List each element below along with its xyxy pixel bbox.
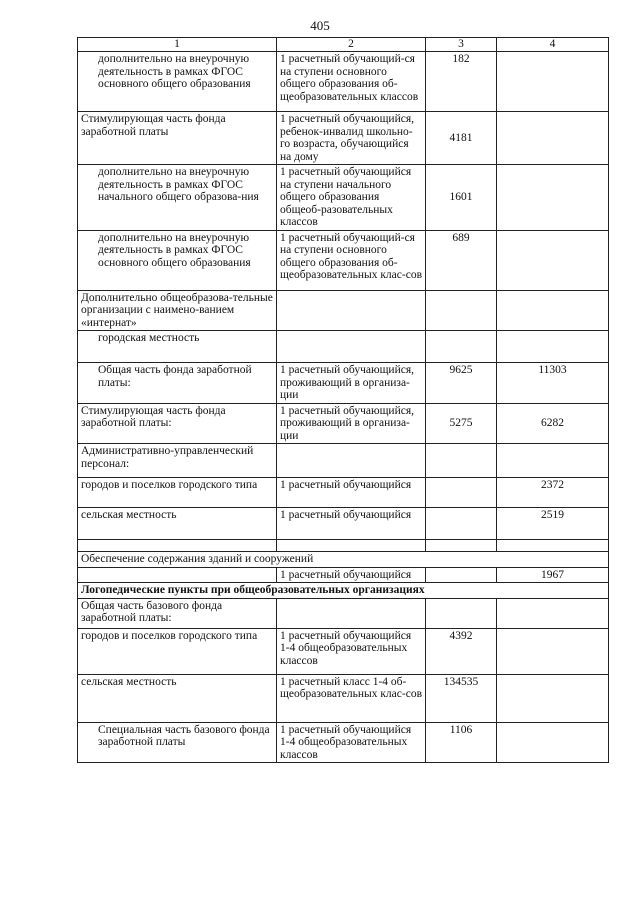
row-label: дополнительно на внеурочную деятельность в рамках ФГОС основного общего образования <box>78 230 277 290</box>
row-label: Стимулирующая часть фонда заработной платы: <box>78 403 277 444</box>
row-label <box>78 567 277 583</box>
row-value-3: 182 <box>426 52 497 112</box>
row-value-4: 2519 <box>497 508 609 540</box>
section-row-maintenance <box>78 552 609 568</box>
table-row <box>78 598 609 628</box>
row-value-3: 1601 <box>426 165 497 231</box>
row-unit: 1 расчетный обучающий-ся на ступени основного общего образования об-щеобразовательных клас-сов <box>277 230 426 290</box>
table-row <box>78 444 609 478</box>
row-unit: 1 расчетный обучающийся, проживающий в организа-ции <box>277 363 426 404</box>
row-value-3 <box>426 444 497 478</box>
row-unit: 1 расчетный обучающийся <box>277 478 426 508</box>
row-label: Стимулирующая часть фонда заработной платы <box>78 112 277 165</box>
row-value-3: 4392 <box>426 628 497 674</box>
row-unit <box>277 290 426 331</box>
row-unit: 1 расчетный обучающийся 1-4 общеобразовательных классов <box>277 722 426 763</box>
row-value-4: 11303 <box>497 363 609 404</box>
header-col-4: 4 <box>497 38 609 52</box>
row-value-4 <box>497 290 609 331</box>
row-value-3 <box>426 290 497 331</box>
table-row <box>78 403 609 444</box>
row-unit <box>277 444 426 478</box>
table-row <box>78 363 609 404</box>
row-value-3 <box>426 508 497 540</box>
header-col-2: 2 <box>277 38 426 52</box>
table-row <box>78 165 609 231</box>
header-col-1: 1 <box>78 38 277 52</box>
row-label: городов и поселков городского типа <box>78 478 277 508</box>
row-label: сельская местность <box>78 674 277 722</box>
table-row <box>78 508 609 540</box>
speech-heading: Логопедические пункты при общеобразовательных организациях <box>78 583 609 599</box>
row-value-4 <box>497 331 609 363</box>
table-row <box>78 290 609 331</box>
table-row <box>78 478 609 508</box>
row-value-3: 5275 <box>426 403 497 444</box>
row-value-3 <box>426 567 497 583</box>
row-value-4 <box>497 52 609 112</box>
row-value-4 <box>497 628 609 674</box>
row-value-4 <box>497 674 609 722</box>
row-unit: 1 расчетный класс 1-4 об-щеобразовательных клас-сов <box>277 674 426 722</box>
table-row <box>78 722 609 763</box>
row-unit: 1 расчетный обучающийся <box>277 567 426 583</box>
row-value-4: 2372 <box>497 478 609 508</box>
row-value-4 <box>497 165 609 231</box>
row-label: Специальная часть базового фонда заработной платы <box>78 722 277 763</box>
row-unit: 1 расчетный обучающийся, ребенок-инвалид школьно-го возраста, обучающийся на дому <box>277 112 426 165</box>
norms-table <box>77 37 608 763</box>
row-unit <box>277 598 426 628</box>
table-row <box>78 540 609 552</box>
row-unit: 1 расчетный обучающийся, проживающий в организа-ции <box>277 403 426 444</box>
table-row <box>78 674 609 722</box>
row-value-4 <box>497 722 609 763</box>
row-value-3: 134535 <box>426 674 497 722</box>
header-row <box>78 38 609 52</box>
row-unit: 1 расчетный обучающийся 1-4 общеобразовательных классов <box>277 628 426 674</box>
row-label: сельская местность <box>78 508 277 540</box>
row-label: Административно-управленческий персонал: <box>78 444 277 478</box>
row-value-3 <box>426 598 497 628</box>
row-label: городская местность <box>78 331 277 363</box>
row-value-3: 689 <box>426 230 497 290</box>
row-value-4 <box>497 540 609 552</box>
table-row <box>78 331 609 363</box>
row-value-3 <box>426 540 497 552</box>
maintenance-heading: Обеспечение содержания зданий и сооружений <box>78 552 609 568</box>
row-label: дополнительно на внеурочную деятельность в рамках ФГОС начального общего образова-ния <box>78 165 277 231</box>
table-row <box>78 628 609 674</box>
page-number: 405 <box>310 18 330 33</box>
row-value-4 <box>497 598 609 628</box>
row-label: Дополнительно общеобразова-тельные организации с наимено-ванием «интернат» <box>78 290 277 331</box>
row-label: Общая часть фонда заработной платы: <box>78 363 277 404</box>
row-unit <box>277 540 426 552</box>
row-label: дополнительно на внеурочную деятельность в рамках ФГОС основного общего образования <box>78 52 277 112</box>
row-unit: 1 расчетный обучающийся на ступени начального общего образования общеоб-разовательных классов <box>277 165 426 231</box>
header-col-3: 3 <box>426 38 497 52</box>
row-label: Общая часть базового фонда заработной платы: <box>78 598 277 628</box>
table-row <box>78 52 609 112</box>
row-value-4 <box>497 444 609 478</box>
row-value-3: 1106 <box>426 722 497 763</box>
row-value-3: 4181 <box>426 112 497 165</box>
row-value-4 <box>497 112 609 165</box>
table-row <box>78 230 609 290</box>
row-value-3 <box>426 331 497 363</box>
row-value-3 <box>426 478 497 508</box>
row-unit: 1 расчетный обучающий-ся на ступени основного общего образования об-щеобразовательных классов <box>277 52 426 112</box>
row-value-4: 6282 <box>497 403 609 444</box>
row-label <box>78 540 277 552</box>
table-row <box>78 567 609 583</box>
row-label: городов и поселков городского типа <box>78 628 277 674</box>
row-value-4 <box>497 230 609 290</box>
row-unit: 1 расчетный обучающийся <box>277 508 426 540</box>
row-value-4: 1967 <box>497 567 609 583</box>
table-row <box>78 112 609 165</box>
row-value-3: 9625 <box>426 363 497 404</box>
section-row-speech-therapy <box>78 583 609 599</box>
row-unit <box>277 331 426 363</box>
